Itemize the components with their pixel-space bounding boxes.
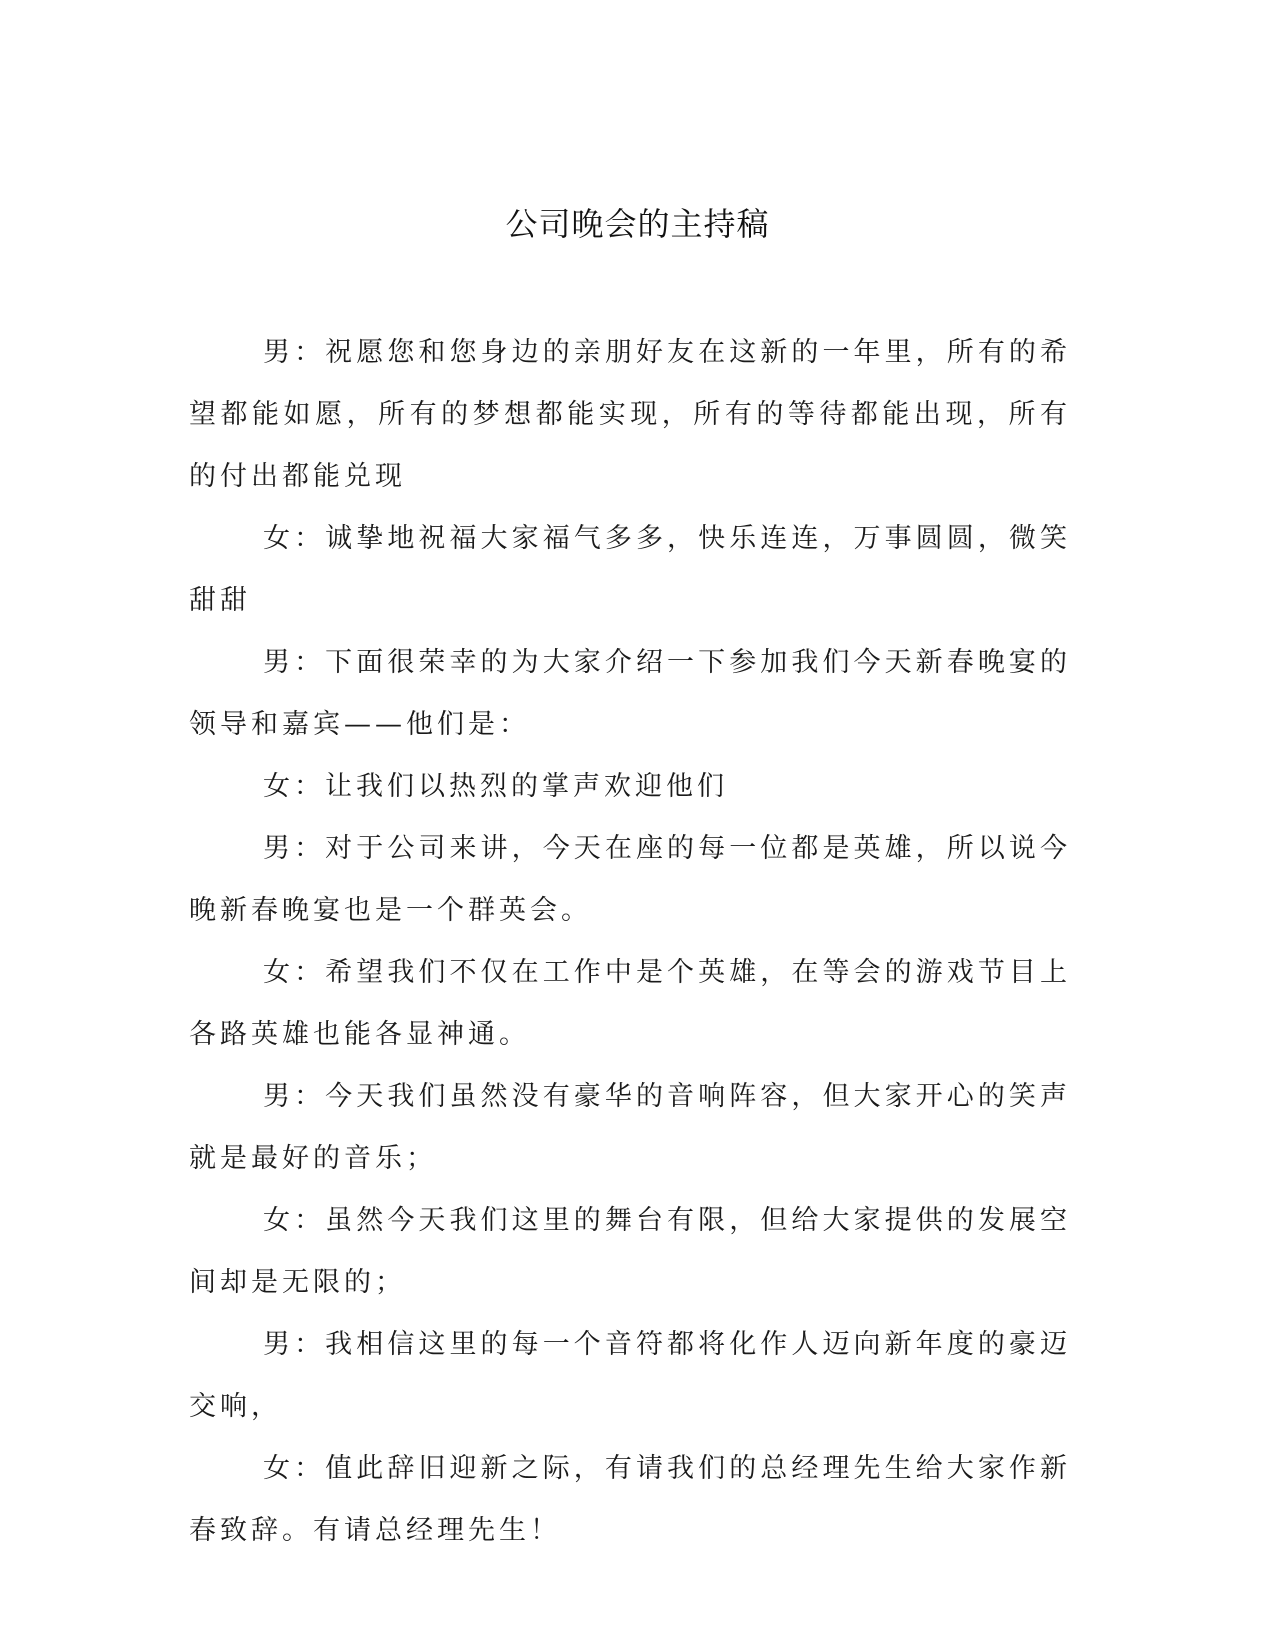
paragraph: 男：我相信这里的每一个音符都将化作人迈向新年度的豪迈交响，	[189, 1329, 1071, 1422]
paragraph: 男：祝愿您和您身边的亲朋好友在这新的一年里，所有的希望都能如愿，所有的梦想都能实现，所有的等待都能出现，所有的付出都能兑现	[189, 337, 1071, 492]
paragraph: 男：下面很荣幸的为大家介绍一下参加我们今天新春晚宴的领导和嘉宾——他们是：	[189, 647, 1071, 740]
paragraph: 女：让我们以热烈的掌声欢迎他们	[263, 771, 728, 802]
document-title: 公司晚会的主持稿	[505, 205, 770, 243]
paragraph: 女：诚挚地祝福大家福气多多，快乐连连，万事圆圆，微笑甜甜	[189, 523, 1071, 616]
paragraph: 女：希望我们不仅在工作中是个英雄，在等会的游戏节目上各路英雄也能各显神通。	[189, 957, 1071, 1050]
paragraph: 女：值此辞旧迎新之际，有请我们的总经理先生给大家作新春致辞。有请总经理先生！	[189, 1453, 1071, 1546]
paragraph: 男：对于公司来讲，今天在座的每一位都是英雄，所以说今晚新春晚宴也是一个群英会。	[189, 833, 1071, 926]
paragraph: 女：虽然今天我们这里的舞台有限，但给大家提供的发展空间却是无限的；	[189, 1205, 1071, 1298]
paragraph: 男：今天我们虽然没有豪华的音响阵容，但大家开心的笑声就是最好的音乐；	[189, 1081, 1071, 1174]
document-body	[189, 322, 1071, 1562]
